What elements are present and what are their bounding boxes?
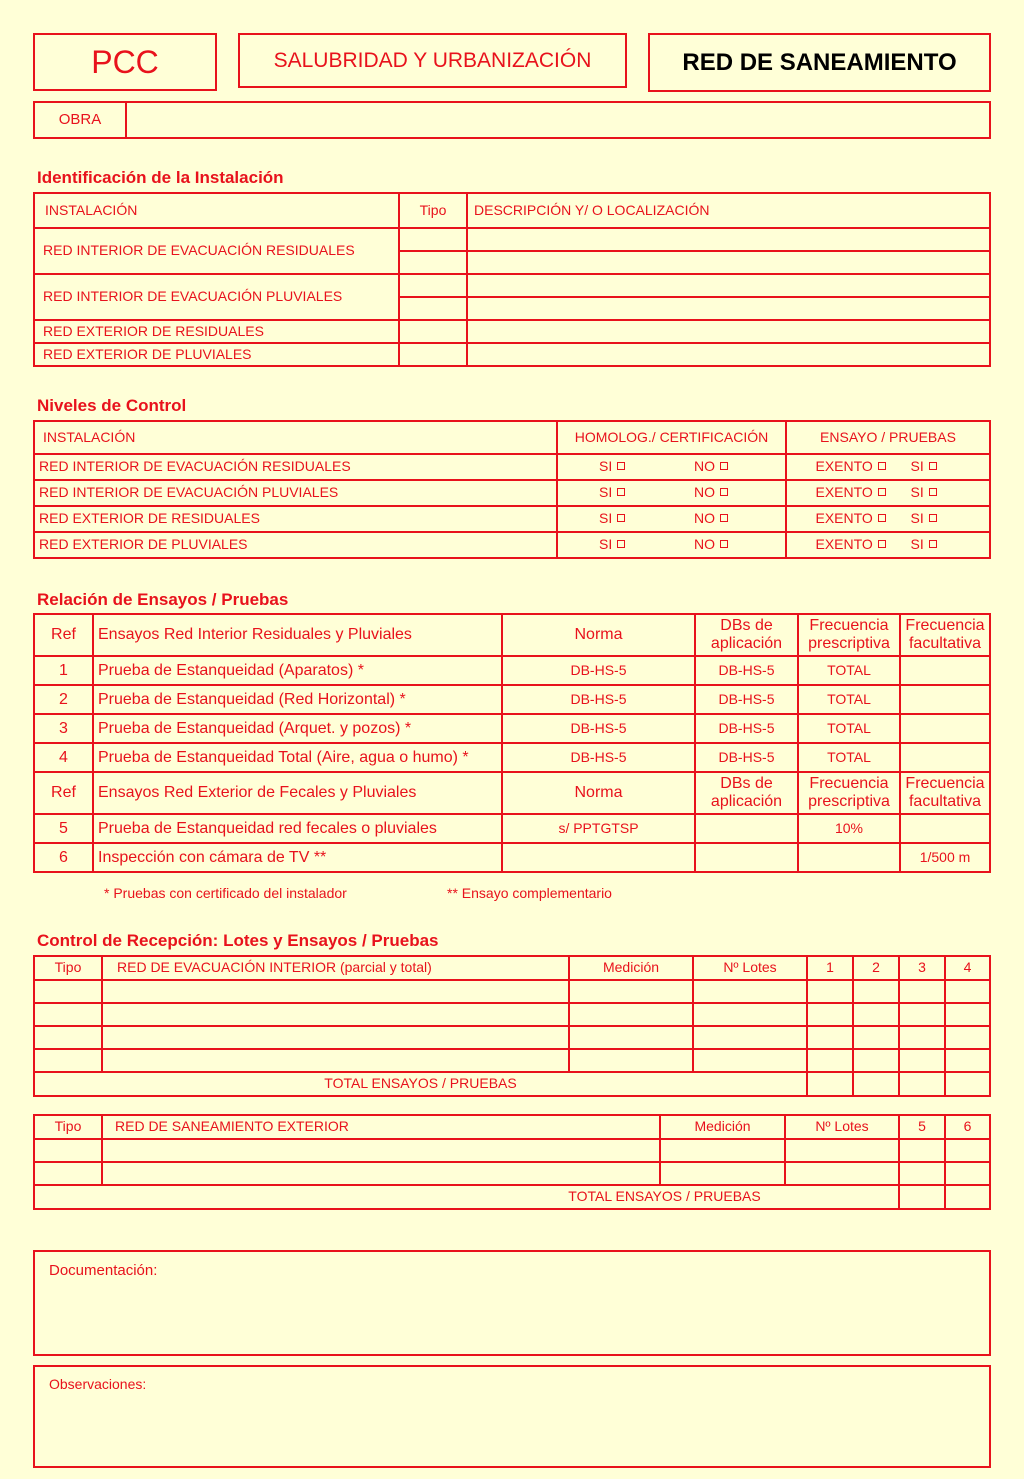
- ensayo-dbs: DB-HS-5: [695, 656, 798, 685]
- niveles-table: [33, 420, 991, 559]
- niveles-row-label: RED EXTERIOR DE RESIDUALES: [34, 506, 557, 532]
- pcc-label: PCC: [33, 33, 217, 91]
- ensayo-presc: 10%: [798, 814, 900, 843]
- si-checkbox[interactable]: [929, 488, 937, 496]
- identificacion-row-label: RED EXTERIOR DE RESIDUALES: [34, 320, 399, 343]
- recepcion-row[interactable]: [34, 1162, 990, 1185]
- si-option: SI: [599, 484, 613, 501]
- relacion-col-facul: Frecuencia facultativa: [900, 614, 990, 656]
- total-cell[interactable]: [853, 1072, 899, 1096]
- section-recepcion-title: Control de Recepción: Lotes y Ensayos / Pruebas: [37, 931, 439, 950]
- si-checkbox[interactable]: [929, 514, 937, 522]
- ensayo-norma: DB-HS-5: [502, 714, 695, 743]
- exento-option: EXENTO: [815, 510, 873, 527]
- si-option: SI: [910, 484, 924, 501]
- ensayo-dbs: DB-HS-5: [695, 714, 798, 743]
- documentacion-label: Documentación:: [49, 1262, 158, 1279]
- ensayo-facul: [900, 743, 990, 772]
- section-identificacion-title: Identificación de la Instalación: [37, 168, 284, 187]
- ensayo-norma: [502, 843, 695, 872]
- form-title: RED DE SANEAMIENTO: [648, 33, 991, 92]
- exento-option: EXENTO: [815, 458, 873, 475]
- recepcion-row[interactable]: [34, 980, 990, 1003]
- ensayo-ref: 2: [34, 685, 93, 714]
- relacion-col-presc: Frecuencia prescriptiva: [798, 772, 900, 814]
- exento-option: EXENTO: [815, 536, 873, 553]
- ensayo-facul: 1/500 m: [900, 843, 990, 872]
- ensayo-name: Inspección con cámara de TV **: [93, 843, 502, 872]
- documentacion-box[interactable]: [33, 1250, 991, 1356]
- relacion-col-dbs: DBs de aplicación: [695, 772, 798, 814]
- ensayo-name: Prueba de Estanqueidad (Red Horizontal) *: [93, 685, 502, 714]
- ensayo-dbs: [695, 814, 798, 843]
- ensayo-name: Prueba de Estanqueidad (Aparatos) *: [93, 656, 502, 685]
- col-descripcion-header: DESCRIPCIÓN Y/ O LOCALIZACIÓN: [467, 193, 990, 228]
- ensayo-facul: [900, 656, 990, 685]
- col-tipo-header: Tipo: [399, 193, 467, 228]
- observaciones-box[interactable]: [33, 1365, 991, 1468]
- recepcion-col-lotes: Nº Lotes: [693, 956, 807, 980]
- recepcion-col-red-interior: RED DE EVACUACIÓN INTERIOR (parcial y total): [102, 956, 569, 980]
- niveles-row-label: RED INTERIOR DE EVACUACIÓN RESIDUALES: [34, 454, 557, 480]
- relacion-col-ref: Ref: [34, 614, 93, 656]
- si-checkbox[interactable]: [929, 540, 937, 548]
- obra-field[interactable]: [126, 102, 990, 138]
- ensayo-ref: 3: [34, 714, 93, 743]
- si-option: SI: [599, 510, 613, 527]
- ensayo-ref: 6: [34, 843, 93, 872]
- ensayo-norma: DB-HS-5: [502, 743, 695, 772]
- descripcion-cell[interactable]: [467, 228, 990, 251]
- total-ensayos-label: TOTAL ENSAYOS / PRUEBAS: [34, 1072, 807, 1096]
- descripcion-cell[interactable]: [467, 343, 990, 366]
- no-checkbox[interactable]: [720, 488, 728, 496]
- obra-label: OBRA: [34, 102, 126, 138]
- si-option: SI: [910, 510, 924, 527]
- no-checkbox[interactable]: [720, 514, 728, 522]
- recepcion-col-ref: 1: [807, 956, 853, 980]
- descripcion-cell[interactable]: [467, 274, 990, 297]
- ensayo-name: Prueba de Estanqueidad Total (Aire, agua o humo) *: [93, 743, 502, 772]
- no-option: NO: [694, 510, 715, 527]
- no-option: NO: [694, 458, 715, 475]
- recepcion-col-medicion: Medición: [569, 956, 693, 980]
- niveles-col-ensayo: ENSAYO / PRUEBAS: [786, 421, 990, 454]
- obra-table: [33, 101, 991, 139]
- relacion-col-norma: Norma: [502, 772, 695, 814]
- total-cell[interactable]: [945, 1185, 990, 1209]
- relacion-col-facul: Frecuencia facultativa: [900, 772, 990, 814]
- recepcion-col-ref: 2: [853, 956, 899, 980]
- recepcion-col-ref: 3: [899, 956, 945, 980]
- exento-checkbox[interactable]: [878, 540, 886, 548]
- recepcion-col-tipo: Tipo: [34, 956, 102, 980]
- niveles-row-label: RED EXTERIOR DE PLUVIALES: [34, 532, 557, 558]
- ensayo-norma: DB-HS-5: [502, 685, 695, 714]
- ensayo-dbs: DB-HS-5: [695, 685, 798, 714]
- exento-checkbox[interactable]: [878, 514, 886, 522]
- relacion-exterior-title: Ensayos Red Exterior de Fecales y Pluviales: [93, 772, 502, 814]
- si-option: SI: [599, 536, 613, 553]
- ensayo-dbs: [695, 843, 798, 872]
- relacion-col-norma: Norma: [502, 614, 695, 656]
- exento-checkbox[interactable]: [878, 488, 886, 496]
- recepcion-exterior-table: [33, 1114, 991, 1210]
- recepcion-interior-table: [33, 955, 991, 1097]
- relacion-col-ref: Ref: [34, 772, 93, 814]
- note-certificado: * Pruebas con certificado del instalador: [104, 885, 347, 901]
- no-checkbox[interactable]: [720, 540, 728, 548]
- ensayo-presc: TOTAL: [798, 743, 900, 772]
- total-cell[interactable]: [945, 1072, 990, 1096]
- descripcion-cell[interactable]: [467, 297, 990, 320]
- note-complementario: ** Ensayo complementario: [447, 885, 612, 901]
- recepcion-col-ref: 5: [899, 1115, 945, 1139]
- recepcion-row[interactable]: [34, 1003, 990, 1026]
- recepcion-col-tipo: Tipo: [34, 1115, 102, 1139]
- descripcion-cell[interactable]: [467, 251, 990, 274]
- ensayo-presc: TOTAL: [798, 685, 900, 714]
- tipo-cell[interactable]: [399, 343, 467, 366]
- total-cell[interactable]: [899, 1185, 945, 1209]
- recepcion-row[interactable]: [34, 1139, 990, 1162]
- col-instalacion-header: INSTALACIÓN: [34, 193, 399, 228]
- ensayo-name: Prueba de Estanqueidad red fecales o pluviales: [93, 814, 502, 843]
- total-cell[interactable]: [899, 1072, 945, 1096]
- ensayo-name: Prueba de Estanqueidad (Arquet. y pozos) *: [93, 714, 502, 743]
- recepcion-col-lotes: Nº Lotes: [785, 1115, 899, 1139]
- tipo-cell[interactable]: [399, 297, 467, 320]
- no-option: NO: [694, 536, 715, 553]
- si-checkbox[interactable]: [617, 540, 625, 548]
- tipo-cell[interactable]: [399, 228, 467, 251]
- identificacion-row-label: RED INTERIOR DE EVACUACIÓN RESIDUALES: [34, 228, 399, 274]
- ensayo-presc: TOTAL: [798, 656, 900, 685]
- ensayo-facul: [900, 814, 990, 843]
- si-checkbox[interactable]: [617, 488, 625, 496]
- section-niveles-title: Niveles de Control: [37, 396, 187, 415]
- ensayo-facul: [900, 685, 990, 714]
- ensayo-ref: 1: [34, 656, 93, 685]
- tipo-cell[interactable]: [399, 251, 467, 274]
- exento-checkbox[interactable]: [878, 462, 886, 470]
- identificacion-table: [33, 192, 991, 367]
- tipo-cell[interactable]: [399, 320, 467, 343]
- ensayo-ref: 4: [34, 743, 93, 772]
- ensayo-ref: 5: [34, 814, 93, 843]
- relacion-table: [33, 613, 991, 873]
- si-checkbox[interactable]: [617, 462, 625, 470]
- recepcion-col-red-exterior: RED DE SANEAMIENTO EXTERIOR: [102, 1115, 660, 1139]
- recepcion-row[interactable]: [34, 1026, 990, 1049]
- niveles-col-homolog: HOMOLOG./ CERTIFICACIÓN: [557, 421, 786, 454]
- total-ensayos-label: TOTAL ENSAYOS / PRUEBAS: [34, 1185, 899, 1209]
- total-cell[interactable]: [807, 1072, 853, 1096]
- recepcion-col-ref: 4: [945, 956, 990, 980]
- recepcion-col-medicion: Medición: [660, 1115, 785, 1139]
- relacion-interior-title: Ensayos Red Interior Residuales y Pluviales: [93, 614, 502, 656]
- descripcion-cell[interactable]: [467, 320, 990, 343]
- si-option: SI: [910, 458, 924, 475]
- identificacion-row-label: RED INTERIOR DE EVACUACIÓN PLUVIALES: [34, 274, 399, 320]
- tipo-cell[interactable]: [399, 274, 467, 297]
- niveles-col-instalacion: INSTALACIÓN: [34, 421, 557, 454]
- si-option: SI: [599, 458, 613, 475]
- niveles-row-label: RED INTERIOR DE EVACUACIÓN PLUVIALES: [34, 480, 557, 506]
- si-option: SI: [910, 536, 924, 553]
- recepcion-row[interactable]: [34, 1049, 990, 1072]
- ensayo-norma: s/ PPTGTSP: [502, 814, 695, 843]
- identificacion-row-label: RED EXTERIOR DE PLUVIALES: [34, 343, 399, 366]
- no-option: NO: [694, 484, 715, 501]
- ensayo-norma: DB-HS-5: [502, 656, 695, 685]
- si-checkbox[interactable]: [929, 462, 937, 470]
- si-checkbox[interactable]: [617, 514, 625, 522]
- ensayo-presc: [798, 843, 900, 872]
- category-label: SALUBRIDAD Y URBANIZACIÓN: [238, 33, 627, 88]
- section-relacion-title: Relación de Ensayos / Pruebas: [37, 590, 289, 609]
- relacion-col-presc: Frecuencia prescriptiva: [798, 614, 900, 656]
- exento-option: EXENTO: [815, 484, 873, 501]
- ensayo-presc: TOTAL: [798, 714, 900, 743]
- recepcion-col-ref: 6: [945, 1115, 990, 1139]
- ensayo-dbs: DB-HS-5: [695, 743, 798, 772]
- relacion-col-dbs: DBs de aplicación: [695, 614, 798, 656]
- ensayo-facul: [900, 714, 990, 743]
- no-checkbox[interactable]: [720, 462, 728, 470]
- observaciones-label: Observaciones:: [49, 1376, 147, 1392]
